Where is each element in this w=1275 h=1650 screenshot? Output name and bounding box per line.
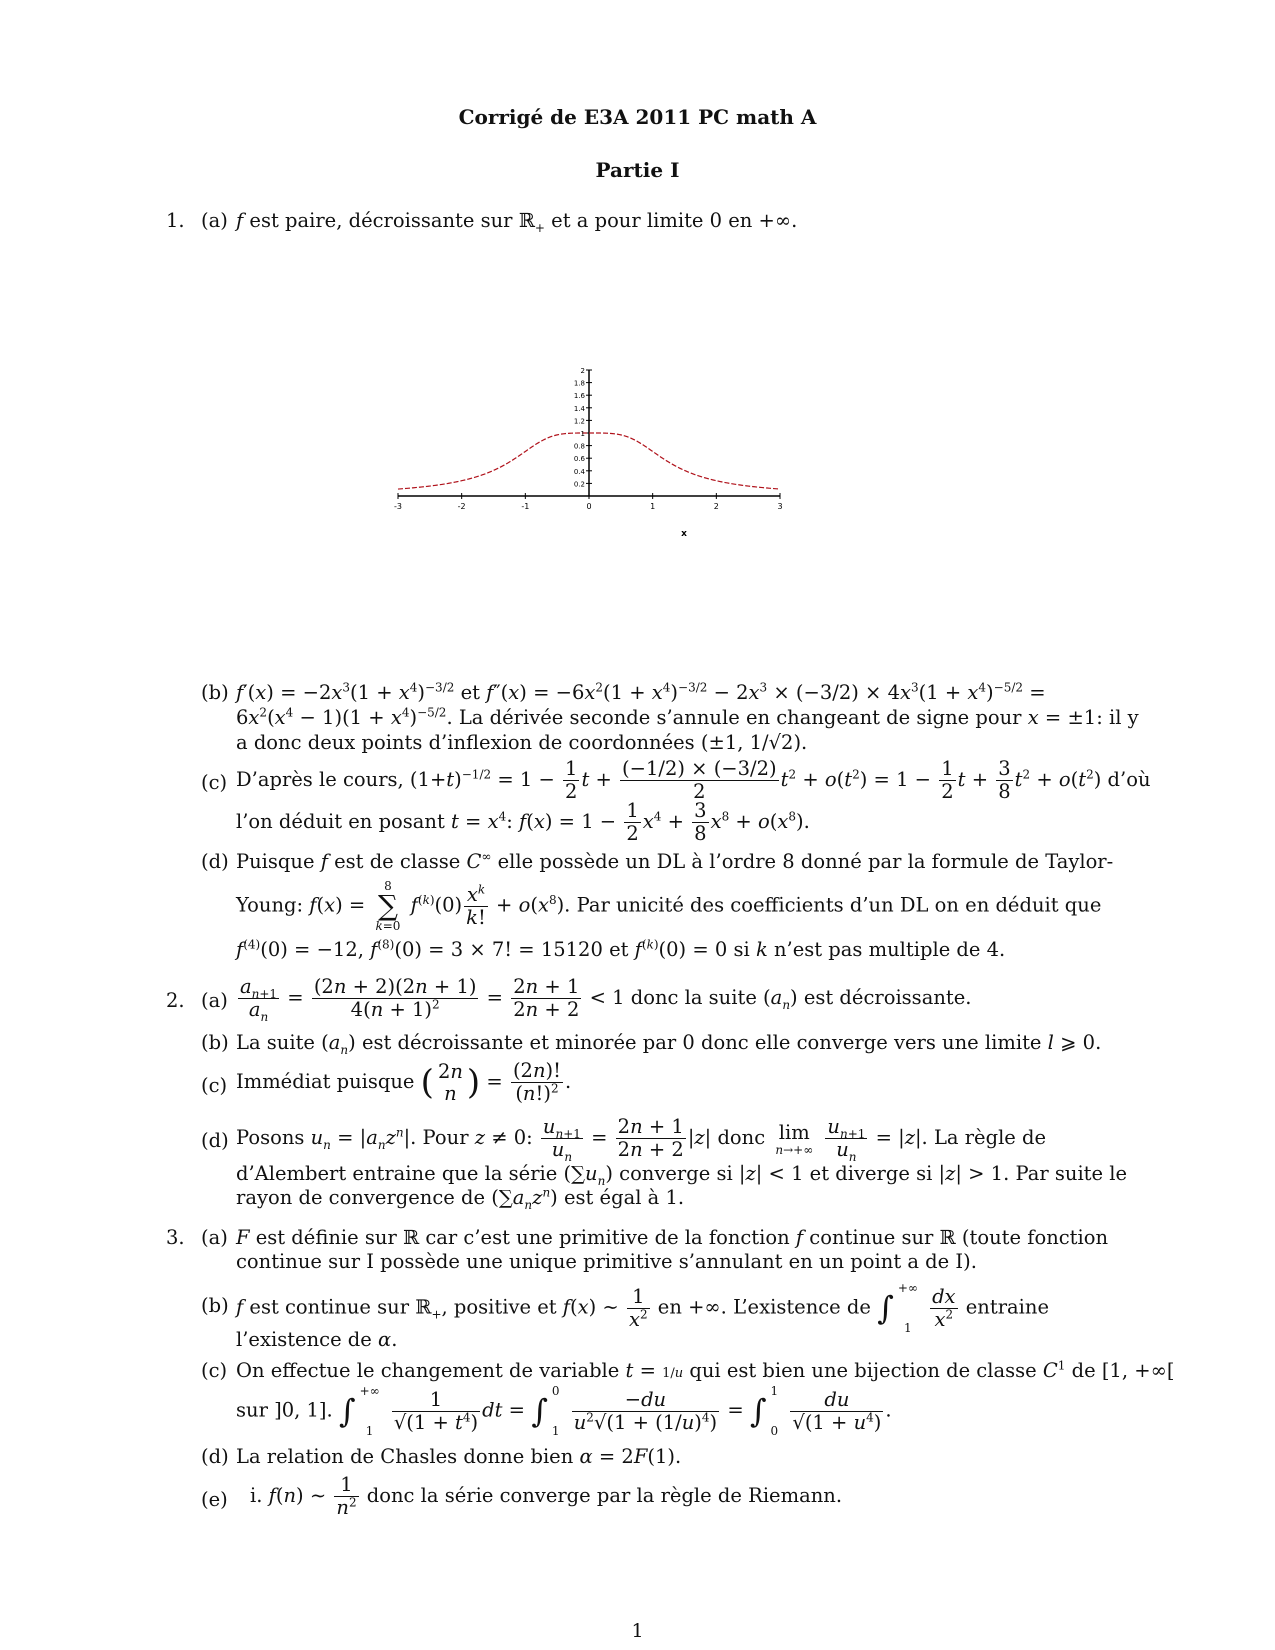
answer-3a-line1: F est définie sur ℝ car c’est une primitive de la fonction f continue sur ℝ (toute fonction: [236, 1226, 1109, 1249]
y-tick-label: 0.6: [573, 455, 585, 464]
answer-3b-line1: f est continue sur ℝ$_+$, positive et f(x) ∼ $\frac{1}{x^2}$ en +∞. L’existence de ∫ +∞ 1 $\frac{dx}{x^2}$ entraine: [236, 1281, 1049, 1335]
subitem-label-2c: (c): [201, 1074, 228, 1097]
subitem-label-1c: (c): [201, 771, 228, 794]
answer-3c-line1: On effectue le changement de variable t = 1/u qui est bien une bijection de classe $C^1$ de [1, +∞[: [236, 1358, 1175, 1382]
y-tick-label: 1.8: [573, 379, 585, 388]
x-tick-label: -2: [457, 502, 466, 511]
answer-3e-i: i. f(n) ∼ $\frac{1}{n^2}$ donc la série converge par la règle de Riemann.: [250, 1473, 843, 1519]
y-tick-label: 1.4: [573, 404, 585, 413]
subitem-label-3a: (a): [201, 1226, 228, 1249]
answer-1d-line3: $f^{(4)}(0) = -12$, $f^{(8)}(0) = 3 \times 7$! = 15120 et $f^{(k)}(0) = 0$ si k n’est pas multiple de 4.: [236, 937, 1006, 961]
answer-1d-line2: Young: f(x) = 8 ∑ k=0 $f^{(k)}(0)$ $\frac{x^k}{k!}$ + $o(x^8)$. Par unicité des coefficients d’un DL on en déduit que: [236, 879, 1102, 933]
answer-1a: f est paire, décroissante sur ℝ$_+$ et a pour limite 0 en +∞.: [236, 209, 798, 235]
subitem-label-2b: (b): [201, 1031, 229, 1054]
y-tick-label: 2: [580, 367, 585, 375]
y-tick-label: 1: [580, 430, 585, 438]
answer-3c-line2: sur ]0, 1]. ∫ +∞ 1 $\frac{1}{√(1 + t^4)}$ dt = ∫ 0 1 $\frac{-du}{u^2√(1 + (1/u)^4)}$ = ∫ 1 0 $\frac{du}{√(1 + u^4)}$ .: [236, 1384, 892, 1438]
graph-axes: [398, 370, 780, 499]
subitem-label-1a: (a): [201, 209, 228, 232]
subitem-label-3e: (e): [201, 1488, 228, 1511]
x-tick-label: 3: [777, 502, 783, 511]
answer-2c: Immédiat puisque ( 2n n ) = $\frac{(2n)!}{(n!)^2}$ .: [236, 1059, 572, 1105]
item-number-3: 3.: [166, 1226, 185, 1249]
part-heading: Partie I: [595, 158, 680, 182]
answer-2a: $\frac{a_{n+1}}{a_n}$ = $\frac{(2n + 2)(2n + 1)}{4(n + 1)^2}$ = $\frac{2n + 1}{2n + 2}$ < 1 donc la suite $(a_n)$ est décroissante.: [240, 975, 972, 1024]
subitem-label-3b: (b): [201, 1294, 229, 1317]
subitem-label-2d: (d): [201, 1129, 229, 1152]
x-tick-label: 2: [713, 502, 719, 511]
answer-1c-line2: l’on déduit en posant $t = x^4$: f(x) = 1 − $\frac{1}{2}$ $x^4$ + $\frac{3}{8}$ $x^8 + o(x^8)$.: [236, 799, 810, 845]
answer-2b: La suite $(a_n)$ est décroissante et minorée par 0 donc elle converge vers une limite l ⩾ 0.: [236, 1031, 1102, 1057]
answer-2d-line2: d’Alembert entraine que la série $(\sum u_n)$ converge si |z| < 1 et diverge si |z| > 1. Par suite le: [236, 1162, 1128, 1188]
subitem-label-2a: (a): [201, 989, 228, 1012]
answer-1b-line1: $f'(x) = -2x^3(1 + x^4)^{-3/2}$ et $f''(x) = -6x^2(1 + x^4)^{-3/2} - 2x^3 \times (-3/2) \times 4x^3(1 + x^4)^{-5/2}$ =: [236, 680, 1046, 704]
subitem-label-3c: (c): [201, 1359, 228, 1382]
subitem-label-1b: (b): [201, 681, 229, 704]
answer-2d-line1: Posons $u_n = |a_nz^n|$. Pour z ≠ 0: $\frac{u_{n+1}}{u_n}$ = $\frac{2n + 1}{2n + 2}$ |z| donc lim n→+∞ $\frac{u_{n+1}}{u_n}$ = |z|. La règle de: [236, 1115, 1047, 1164]
y-tick-label: 1.2: [573, 417, 585, 426]
x-tick-label: -1: [521, 502, 530, 511]
document-title: Corrigé de E3A 2011 PC math A: [458, 105, 817, 129]
answer-1b-line2: $6x^2(x^4 - 1)(1 + x^4)^{-5/2}$. La dérivée seconde s’annule en changeant de signe pour x = ±1: il y: [236, 705, 1139, 729]
answer-1b-line3: a donc deux points d’inflexion de coordonnées (±1, 1/√2).: [236, 731, 808, 754]
y-tick-label: 0.2: [573, 480, 585, 489]
y-tick-label: 0.8: [573, 442, 585, 451]
answer-3d: La relation de Chasles donne bien α = 2F(1).: [236, 1445, 682, 1468]
x-tick-labels: [394, 502, 783, 511]
answer-1c-line1: D’après le cours, $(1+t)^{-1/2} = 1$ − $\frac{1}{2}$ t + $\frac{(-1/2) \times (-3/2)}{2}$ $t^2 + o(t^2) = 1$ − $\frac{1}{2}$ t + $\frac{3}{8}$ $t^2 + o(t^2)$ d’où: [236, 757, 1151, 803]
item-number-2: 2.: [166, 989, 185, 1012]
y-tick-labels: [574, 367, 586, 488]
x-axis-label: x: [681, 529, 687, 539]
function-graph: [380, 360, 800, 550]
x-tick-label: 1: [650, 502, 656, 511]
answer-2d-line3: rayon de convergence de $(\sum a_nz^n)$ est égal à 1.: [236, 1185, 685, 1212]
y-tick-label: 1.6: [573, 392, 585, 401]
subitem-label-3d: (d): [201, 1445, 229, 1468]
answer-3a-line2: continue sur I possède une unique primitive s’annulant en un point a de I).: [236, 1250, 977, 1273]
x-tick-label: -3: [394, 502, 402, 511]
y-tick-label: 0.4: [573, 467, 585, 476]
subitem-label-1d: (d): [201, 850, 229, 873]
x-tick-label: 0: [586, 502, 592, 511]
answer-1d-line1: Puisque f est de classe C∞ elle possède un DL à l’ordre 8 donné par la formule de Taylor-: [236, 849, 1114, 873]
page-number: 1: [631, 1620, 644, 1642]
item-number-1: 1.: [166, 209, 185, 232]
answer-3b-line2: l’existence de α.: [236, 1328, 398, 1351]
